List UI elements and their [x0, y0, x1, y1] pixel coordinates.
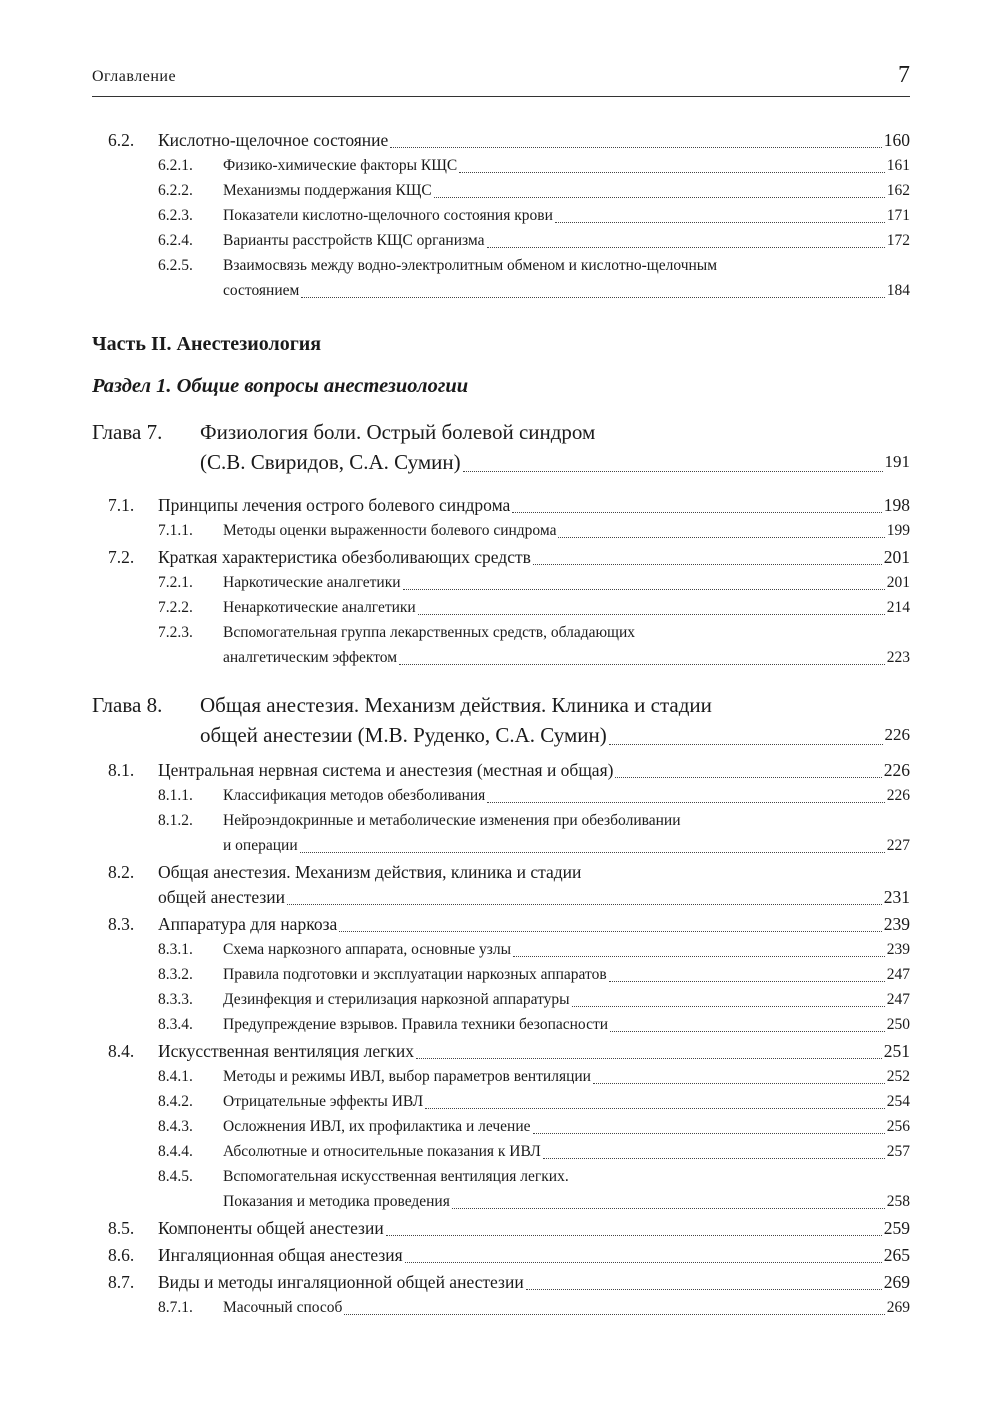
entry-title: Показатели кислотно-щелочного состояния крови: [223, 207, 553, 224]
entry-number: 8.3.: [108, 914, 135, 934]
entry-title-line-2: состоянием: [223, 282, 300, 299]
entry-title: Принципы лечения острого болевого синдрома: [158, 495, 511, 515]
toc-entry-8-4-5[interactable]: [92, 1164, 910, 1214]
entry-number: 8.6.: [108, 1245, 135, 1265]
entry-page: 231: [883, 887, 910, 907]
entry-page: 247: [886, 991, 910, 1008]
toc-entry-7-2[interactable]: [92, 545, 910, 570]
dot-leader: [405, 1262, 882, 1263]
entry-number: 7.1.: [108, 495, 135, 515]
entry-page: 226: [886, 787, 910, 804]
entry-page: 239: [883, 914, 910, 934]
entry-title-line-1: Общая анестезия. Механизм действия, клиника и стадии: [158, 862, 582, 882]
entry-title-line-2: Показания и методика проведения: [223, 1193, 450, 1210]
entry-number: 8.1.1.: [158, 787, 193, 804]
dot-leader: [513, 956, 885, 957]
entry-page: 247: [886, 966, 910, 983]
dot-leader: [339, 931, 882, 932]
entry-number: 8.1.: [108, 760, 135, 780]
entry-page: 199: [886, 522, 910, 539]
spacer: [92, 670, 910, 690]
entry-title: Правила подготовки и эксплуатации наркозных аппаратов: [223, 966, 607, 983]
entry-page: 239: [886, 941, 910, 958]
entry-page: 226: [883, 760, 910, 780]
toc-entry-7-2-3[interactable]: [92, 620, 910, 670]
entry-number: 6.2.3.: [158, 207, 193, 224]
dot-leader: [512, 512, 881, 513]
entry-title: Кислотно-щелочное состояние: [158, 130, 389, 150]
entry-title: Краткая характеристика обезболивающих средств: [158, 547, 531, 567]
entry-title-line-2: и операции: [223, 837, 298, 854]
toc-entry-8-3-1[interactable]: [92, 937, 910, 962]
dot-leader: [555, 222, 885, 223]
toc-entry-7-2-1[interactable]: [92, 570, 910, 595]
entry-number: 8.3.3.: [158, 991, 193, 1008]
section-heading: Раздел 1. Общие вопросы анестезиологии: [92, 375, 469, 397]
dot-leader: [463, 471, 883, 472]
entry-title: Методы оценки выраженности болевого синдрома: [223, 522, 557, 539]
dot-leader: [609, 744, 883, 745]
toc-entry-8-4-4[interactable]: [92, 1139, 910, 1164]
entry-page: 258: [886, 1193, 910, 1210]
dot-leader: [609, 981, 885, 982]
entry-title: Ингаляционная общая анестезия: [158, 1245, 403, 1265]
entry-number: 8.4.4.: [158, 1143, 193, 1160]
entry-title: Компоненты общей анестезии: [158, 1218, 384, 1238]
entry-title-line-2: аналгетическим эффектом: [223, 649, 398, 666]
entry-title-line-1: Вспомогательная искусственная вентиляция легких.: [223, 1168, 569, 1185]
entry-page: 256: [886, 1118, 910, 1135]
chapter-title-line-2: (С.В. Свиридов, С.А. Сумин): [200, 450, 461, 474]
dot-leader: [459, 172, 885, 173]
toc-entry-8-4-1[interactable]: [92, 1064, 910, 1089]
dot-leader: [526, 1289, 882, 1290]
entry-page: 201: [883, 547, 910, 567]
spacer: [92, 477, 910, 491]
entry-number: 8.5.: [108, 1218, 135, 1238]
entry-number: 8.3.2.: [158, 966, 193, 983]
entry-page: 252: [886, 1068, 910, 1085]
entry-title: Дезинфекция и стерилизация наркозной аппаратуры: [223, 991, 570, 1008]
entry-page: 269: [886, 1299, 910, 1316]
page-header: [92, 62, 910, 97]
entry-page: 191: [884, 452, 910, 471]
running-title: Оглавление: [92, 68, 177, 85]
dot-leader: [301, 297, 884, 298]
entry-number: 8.2.: [108, 862, 135, 882]
toc-entry-8-3[interactable]: [92, 912, 910, 937]
entry-title: Виды и методы ингаляционной общей анестезии: [158, 1272, 524, 1292]
toc-entry-8-4-3[interactable]: [92, 1114, 910, 1139]
entry-number: 8.7.: [108, 1272, 135, 1292]
entry-page: 198: [883, 495, 910, 515]
toc-entry-6-2-3[interactable]: [92, 203, 910, 228]
entry-title: Центральная нервная система и анестезия (местная и общая): [158, 760, 614, 780]
entry-title-line-1: Нейроэндокринные и метаболические изменения при обезболивании: [223, 812, 681, 829]
dot-leader: [533, 564, 882, 565]
entry-title: Классификация методов обезболивания: [223, 787, 486, 804]
toc-entry-8-1-1[interactable]: [92, 783, 910, 808]
entry-number: 8.3.1.: [158, 941, 193, 958]
entry-title: Осложнения ИВЛ, их профилактика и лечение: [223, 1118, 531, 1135]
dot-leader: [487, 802, 884, 803]
dot-leader: [487, 247, 885, 248]
entry-page: 172: [886, 232, 910, 249]
entry-number: 8.4.2.: [158, 1093, 193, 1110]
dot-leader: [452, 1208, 885, 1209]
entry-title: Механизмы поддержания КЩС: [223, 182, 432, 199]
entry-title: Абсолютные и относительные показания к ИВЛ: [223, 1143, 541, 1160]
entry-page: 161: [886, 157, 910, 174]
part-heading: Часть II. Анестезиология: [92, 333, 322, 355]
chapter-title-line-2: общей анестезии (М.В. Руденко, С.А. Сумин): [200, 723, 607, 747]
toc-entry-6-2-2[interactable]: [92, 178, 910, 203]
entry-number: 7.2.3.: [158, 624, 193, 641]
chapter-title-line-1: Физиология боли. Острый болевой синдром: [200, 420, 596, 444]
toc-entry-8-3-2[interactable]: [92, 962, 910, 987]
toc-entry-8-4[interactable]: [92, 1039, 910, 1064]
entry-number: 6.2.4.: [158, 232, 193, 249]
entry-title: Методы и режимы ИВЛ, выбор параметров вентиляции: [223, 1068, 591, 1085]
entry-number: 7.2.1.: [158, 574, 193, 591]
dot-leader: [434, 197, 885, 198]
entry-number: 7.2.2.: [158, 599, 193, 616]
toc-entry-8-2[interactable]: [92, 860, 910, 910]
entry-page: 171: [886, 207, 910, 224]
entry-number: 8.4.3.: [158, 1118, 193, 1135]
toc-entry-8-3-3[interactable]: [92, 987, 910, 1012]
entry-title: Отрицательные эффекты ИВЛ: [223, 1093, 424, 1110]
entry-number: 8.4.: [108, 1041, 135, 1061]
entry-page: 160: [883, 130, 910, 150]
page-number: 7: [898, 62, 910, 88]
entry-title: Физико-химические факторы КЩС: [223, 157, 458, 174]
entry-number: 6.2.: [108, 130, 135, 150]
entry-title: Наркотические аналгетики: [223, 574, 401, 591]
entry-page: 227: [886, 837, 910, 854]
toc-entry-8-4-2[interactable]: [92, 1089, 910, 1114]
dot-leader: [287, 904, 882, 905]
entry-title: Варианты расстройств КЩС организма: [223, 232, 485, 249]
dot-leader: [418, 614, 885, 615]
toc-entry-7-2-2[interactable]: [92, 595, 910, 620]
dot-leader: [300, 852, 885, 853]
dot-leader: [572, 1006, 885, 1007]
entry-title: Схема наркозного аппарата, основные узлы: [223, 941, 512, 958]
dot-leader: [558, 537, 884, 538]
toc-chapter-8[interactable]: [92, 690, 910, 750]
entry-title-line-2: общей анестезии: [158, 887, 286, 907]
toc-entry-8-1-2[interactable]: [92, 808, 910, 858]
entry-number: 7.1.1.: [158, 522, 193, 539]
dot-leader: [615, 777, 881, 778]
entry-number: 8.4.5.: [158, 1168, 193, 1185]
dot-leader: [390, 147, 881, 148]
dot-leader: [386, 1235, 882, 1236]
entry-page: 257: [886, 1143, 910, 1160]
entry-page: 259: [883, 1218, 910, 1238]
entry-page: 214: [886, 599, 910, 616]
toc-entry-8-5[interactable]: [92, 1216, 910, 1241]
toc-entry-7-1-1[interactable]: [92, 518, 910, 543]
dot-leader: [425, 1108, 885, 1109]
chapter-number: Глава 8.: [92, 693, 163, 717]
entry-page: 265: [883, 1245, 910, 1265]
toc-entry-8-3-4[interactable]: [92, 1012, 910, 1037]
dot-leader: [416, 1058, 882, 1059]
entry-page: 269: [883, 1272, 910, 1292]
entry-title: Ненаркотические аналгетики: [223, 599, 416, 616]
entry-number: 8.4.1.: [158, 1068, 193, 1085]
toc-entry-6-2[interactable]: [92, 128, 910, 153]
entry-page: 250: [886, 1016, 910, 1033]
entry-title: Аппаратура для наркоза: [158, 914, 338, 934]
entry-page: 254: [886, 1093, 910, 1110]
dot-leader: [399, 664, 885, 665]
toc-entry-6-2-5[interactable]: [92, 253, 910, 303]
entry-number: 6.2.2.: [158, 182, 193, 199]
entry-page: 201: [886, 574, 910, 591]
entry-page: 251: [883, 1041, 910, 1061]
entry-number: 7.2.: [108, 547, 135, 567]
dot-leader: [533, 1133, 885, 1134]
entry-title: Искусственная вентиляция легких: [158, 1041, 414, 1061]
table-of-contents: [92, 126, 910, 1320]
toc-entry-8-6[interactable]: [92, 1243, 910, 1268]
entry-page: 162: [886, 182, 910, 199]
spacer: [92, 750, 910, 756]
toc-entry-6-2-4[interactable]: [92, 228, 910, 253]
entry-page: 184: [886, 282, 910, 299]
dot-leader: [344, 1314, 884, 1315]
toc-entry-7-1[interactable]: [92, 493, 910, 518]
toc-entry-8-1[interactable]: [92, 758, 910, 783]
entry-title-line-1: Вспомогательная группа лекарственных средств, обладающих: [223, 624, 636, 641]
toc-chapter-7[interactable]: [92, 417, 910, 477]
entry-number: 8.7.1.: [158, 1299, 193, 1316]
toc-entry-8-7[interactable]: [92, 1270, 910, 1295]
entry-number: 8.3.4.: [158, 1016, 193, 1033]
entry-number: 8.1.2.: [158, 812, 193, 829]
toc-entry-6-2-1[interactable]: [92, 153, 910, 178]
dot-leader: [610, 1031, 885, 1032]
dot-leader: [543, 1158, 885, 1159]
entry-title: Предупреждение взрывов. Правила техники безопасности: [223, 1016, 609, 1033]
entry-number: 6.2.1.: [158, 157, 193, 174]
entry-page: 223: [886, 649, 910, 666]
entry-page: 226: [884, 725, 910, 744]
entry-number: 6.2.5.: [158, 257, 193, 274]
toc-entry-8-7-1[interactable]: [92, 1295, 910, 1320]
entry-title-line-1: Взаимосвязь между водно-электролитным обменом и кислотно-щелочным: [223, 257, 718, 274]
entry-title: Масочный способ: [223, 1299, 343, 1316]
chapter-title-line-1: Общая анестезия. Механизм действия. Клиника и стадии: [200, 693, 712, 717]
dot-leader: [593, 1083, 885, 1084]
dot-leader: [403, 589, 885, 590]
chapter-number: Глава 7.: [92, 420, 163, 444]
